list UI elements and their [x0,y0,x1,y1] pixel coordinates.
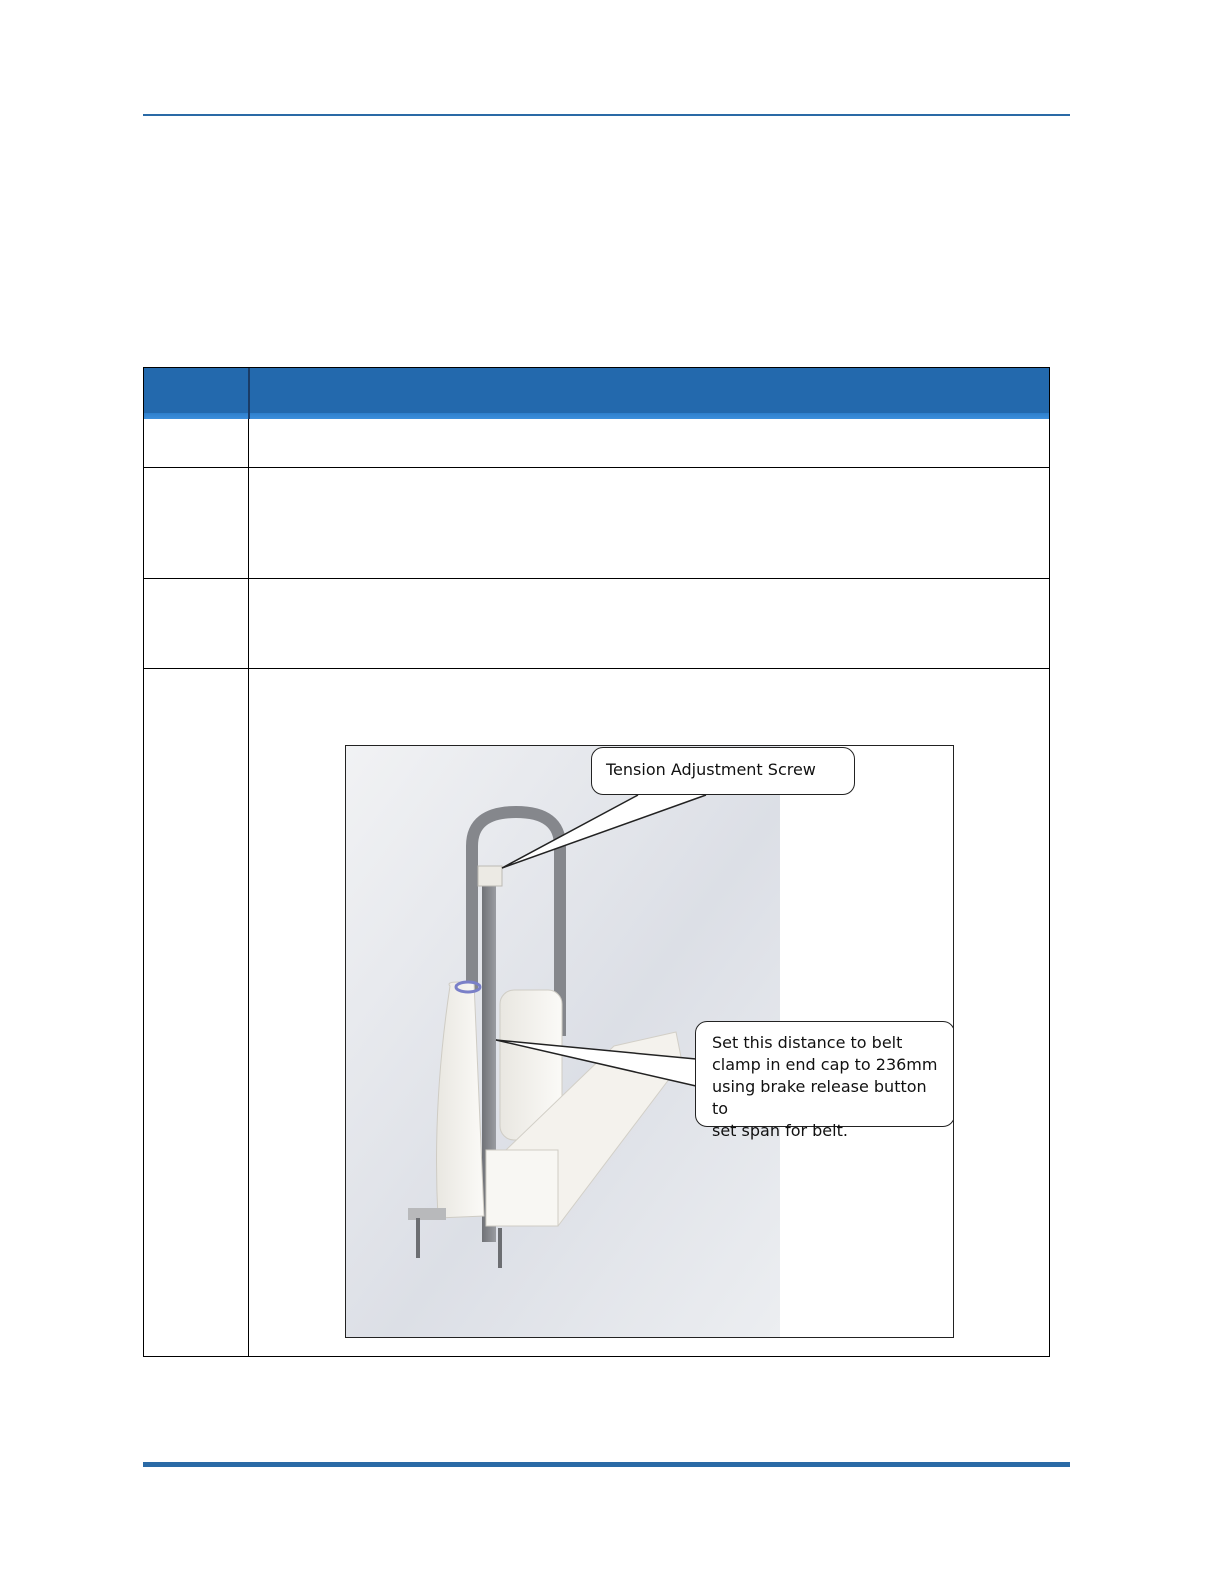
callout-belt-distance: Set this distance to belt clamp in end cap to 236mm using brake release button to set span for belt. [695,1021,954,1127]
row-divider [144,467,1049,468]
column-divider [248,419,249,1356]
beam-end-cap [486,1150,558,1226]
gripper-body [408,1208,446,1220]
footer-rule [143,1462,1070,1467]
row-divider [144,578,1049,579]
top-end-cap [478,866,502,886]
header-rule [143,114,1070,116]
gripper-finger [416,1218,420,1258]
row-divider [144,668,1049,669]
table-header-divider [248,368,250,419]
actuator-figure [345,745,954,1338]
gripper-finger [498,1228,502,1268]
table-header-accent [144,413,1049,419]
table-header [144,368,1049,419]
callout-tension-screw: Tension Adjustment Screw [591,747,855,795]
